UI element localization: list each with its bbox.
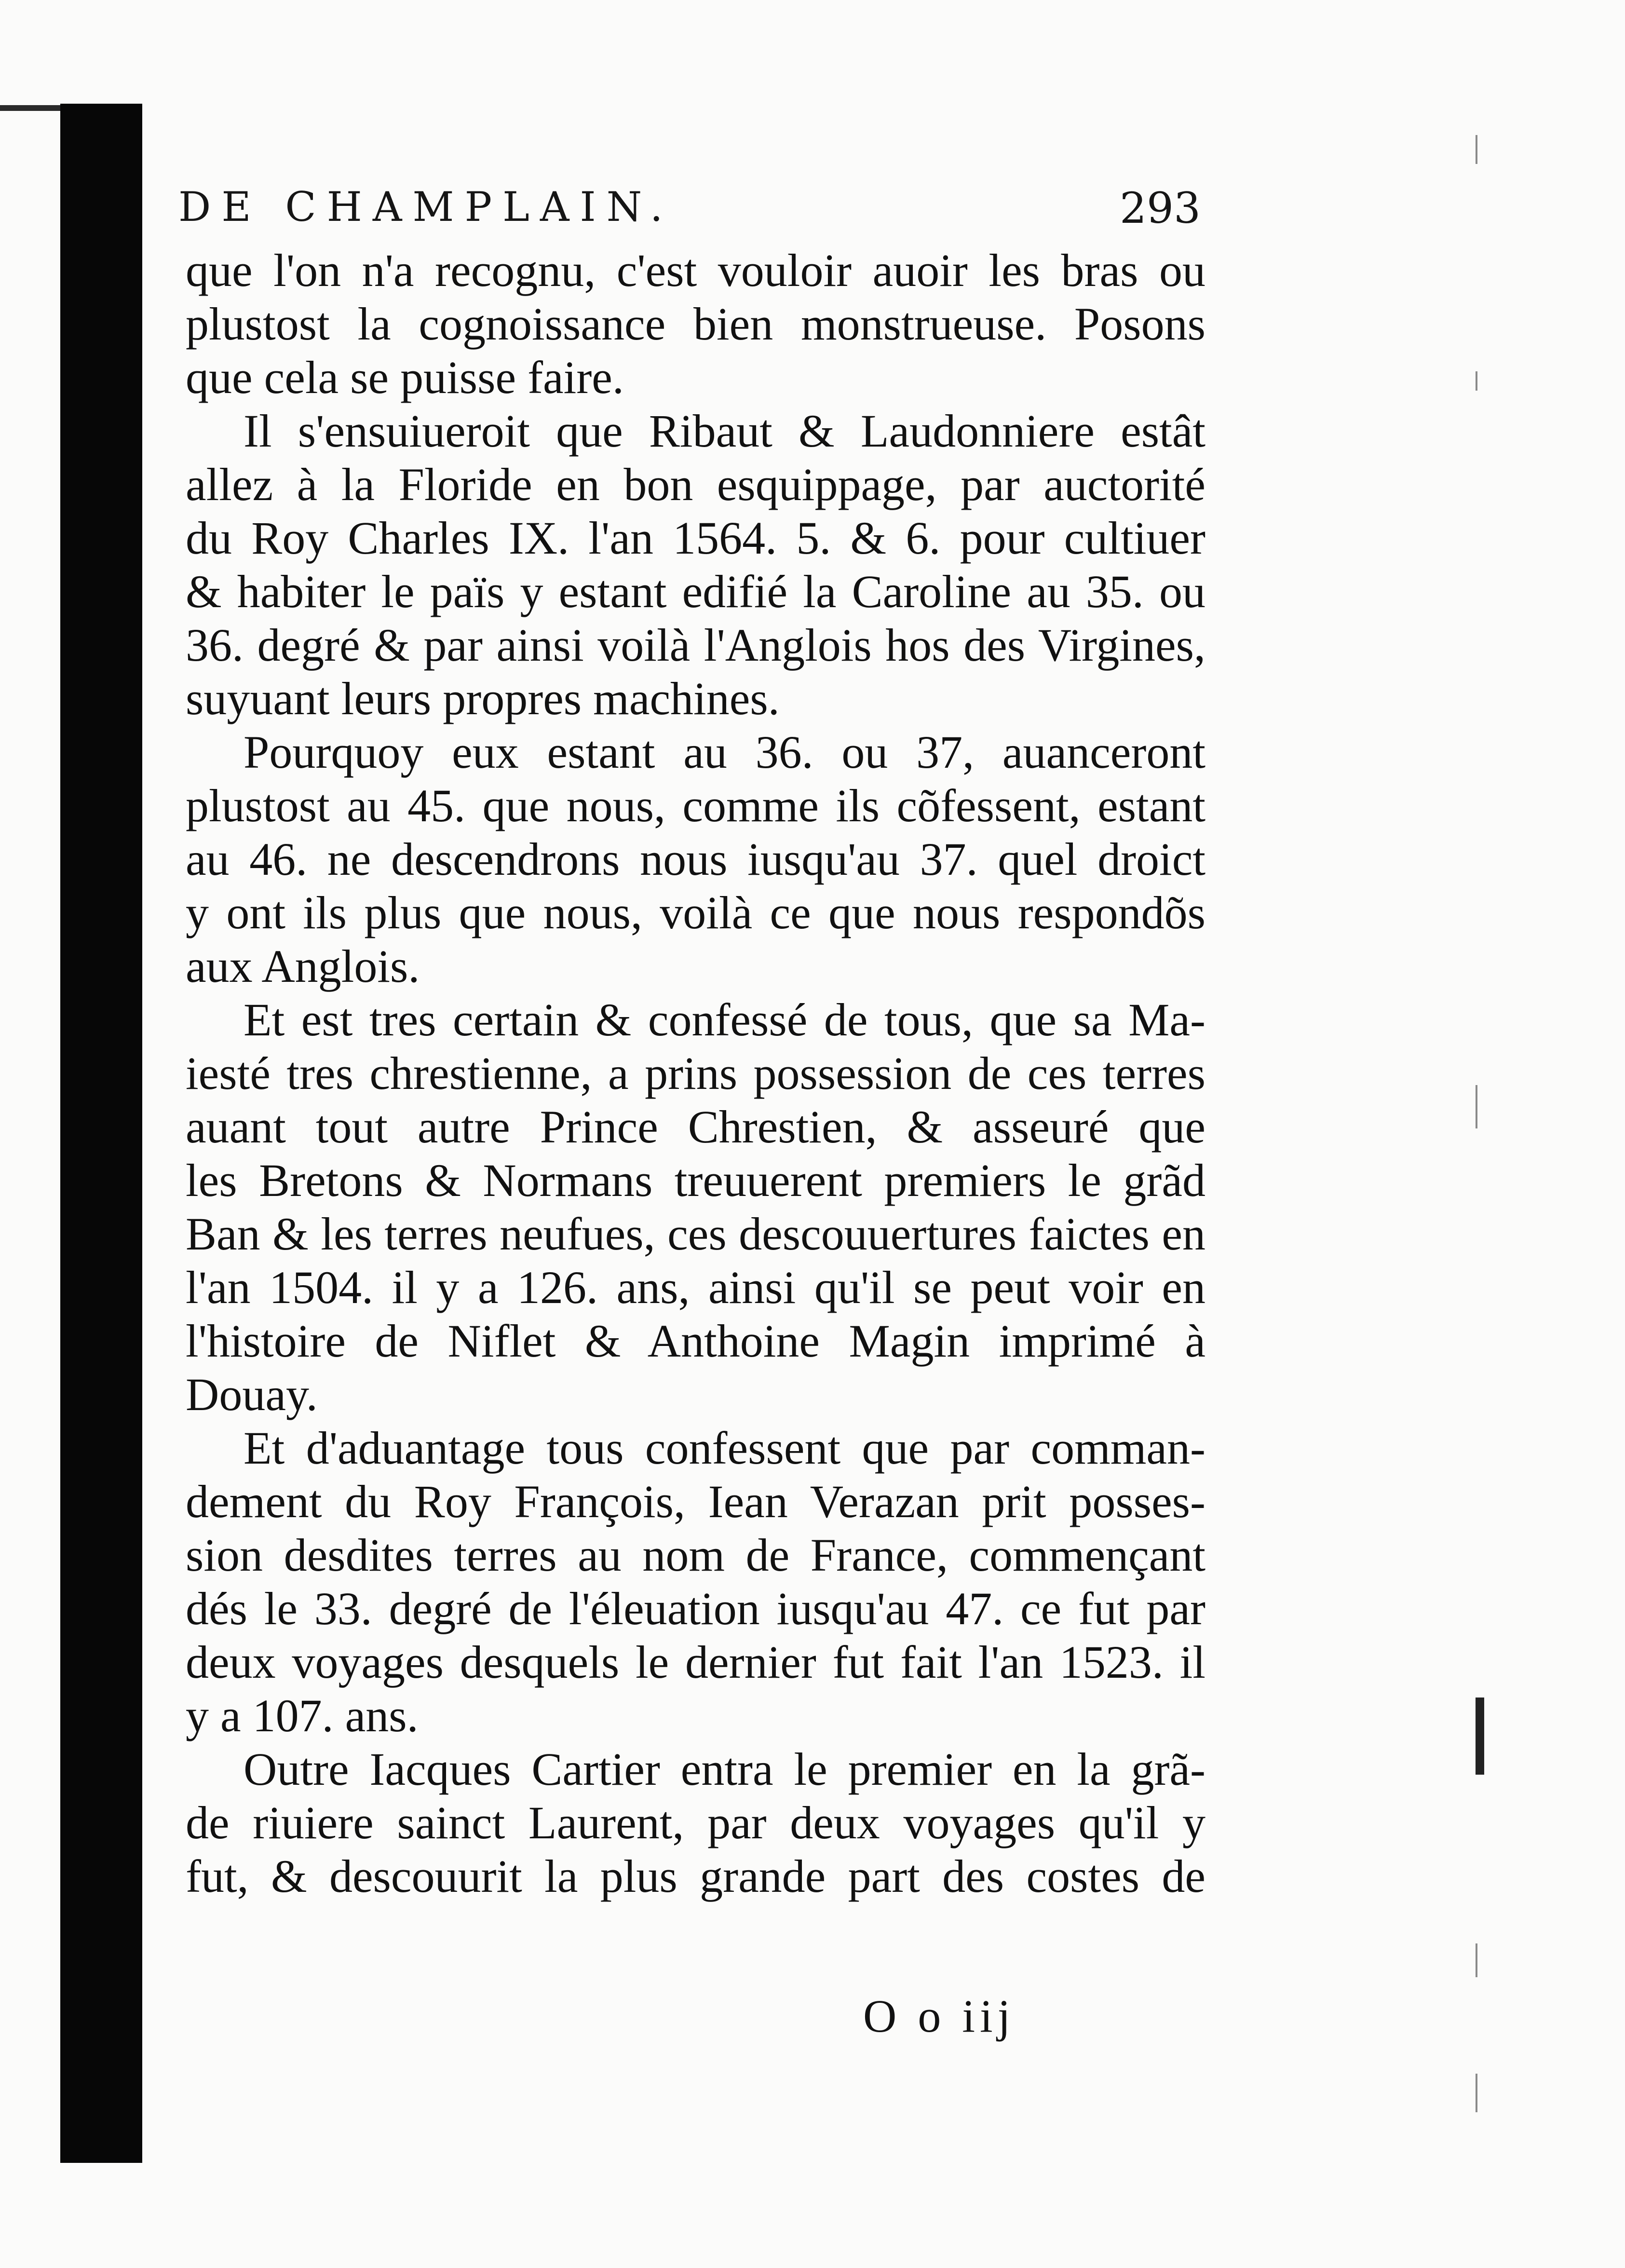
text-line: Et d'aduantage tous confessent que par comman- [244, 1422, 1205, 1474]
text-line: Ban & les terres neufues, ces descouuertures faictes en [186, 1208, 1205, 1260]
text-line: iesté tres chrestienne, a prins possession de ces terres [186, 1047, 1205, 1099]
text-line: allez à la Floride en bon esquippage, par auctorité [186, 459, 1205, 510]
page-number: 293 [1120, 183, 1201, 233]
page-edge-marks [1476, 121, 1495, 2146]
text-line: de riuiere sainct Laurent, par deux voyages qu'il y [186, 1797, 1205, 1848]
binding-shadow [60, 104, 142, 2163]
text-line: les Bretons & Normans treuuerent premiers le grãd [186, 1154, 1205, 1206]
running-header [178, 183, 1201, 241]
text-line: 36. degré & par ainsi voilà l'Anglois hos des Virgines, [186, 619, 1205, 671]
signature-mark: O o iij [863, 1990, 1016, 2042]
text-line: Et est tres certain & confessé de tous, que sa Ma- [244, 994, 1205, 1046]
text-line: que l'on n'a recognu, c'est vouloir auoir les bras ou [186, 244, 1205, 296]
text-line: sion desdites terres au nom de France, commençant [186, 1529, 1205, 1581]
text-line: suyuant leurs propres machines. [186, 673, 780, 724]
text-line: du Roy Charles IX. l'an 1564. 5. & 6. pour cultiuer [186, 512, 1205, 564]
text-line: fut, & descouurit la plus grande part des costes de [186, 1850, 1205, 1902]
text-line: dés le 33. degré de l'éleuation iusqu'au 47. ce fut par [186, 1583, 1205, 1634]
text-line: aux Anglois. [186, 940, 420, 992]
running-title: DE CHAMPLAIN. [178, 183, 674, 231]
text-line: auant tout autre Prince Chrestien, & asseuré que [186, 1101, 1205, 1153]
body-text [186, 244, 1205, 1903]
text-line: Douay. [186, 1369, 318, 1420]
text-line: dement du Roy François, Iean Verazan prit posses- [186, 1476, 1205, 1527]
text-line: plustost la cognoissance bien monstrueuse. Posons [186, 298, 1205, 350]
text-line: plustost au 45. que nous, comme ils cõfessent, estant [186, 780, 1205, 831]
text-line: que cela se puisse faire. [186, 352, 624, 403]
text-line: Outre Iacques Cartier entra le premier en la grã- [244, 1743, 1205, 1795]
text-line: l'histoire de Niflet & Anthoine Magin imprimé à [186, 1315, 1205, 1367]
text-line: deux voyages desquels le dernier fut fait l'an 1523. il [186, 1636, 1205, 1688]
text-line: au 46. ne descendrons nous iusqu'au 37. quel droict [186, 833, 1205, 885]
text-line: Il s'ensuiueroit que Ribaut & Laudonniere estât [244, 405, 1205, 457]
text-line: l'an 1504. il y a 126. ans, ainsi qu'il se peut voir en [186, 1262, 1205, 1313]
text-line: & habiter le païs y estant edifié la Caroline au 35. ou [186, 566, 1205, 617]
text-line: y ont ils plus que nous, voilà ce que nous respondõs [186, 887, 1205, 938]
text-line: Pourquoy eux estant au 36. ou 37, auanceront [244, 726, 1205, 778]
text-line: y a 107. ans. [186, 1690, 419, 1741]
